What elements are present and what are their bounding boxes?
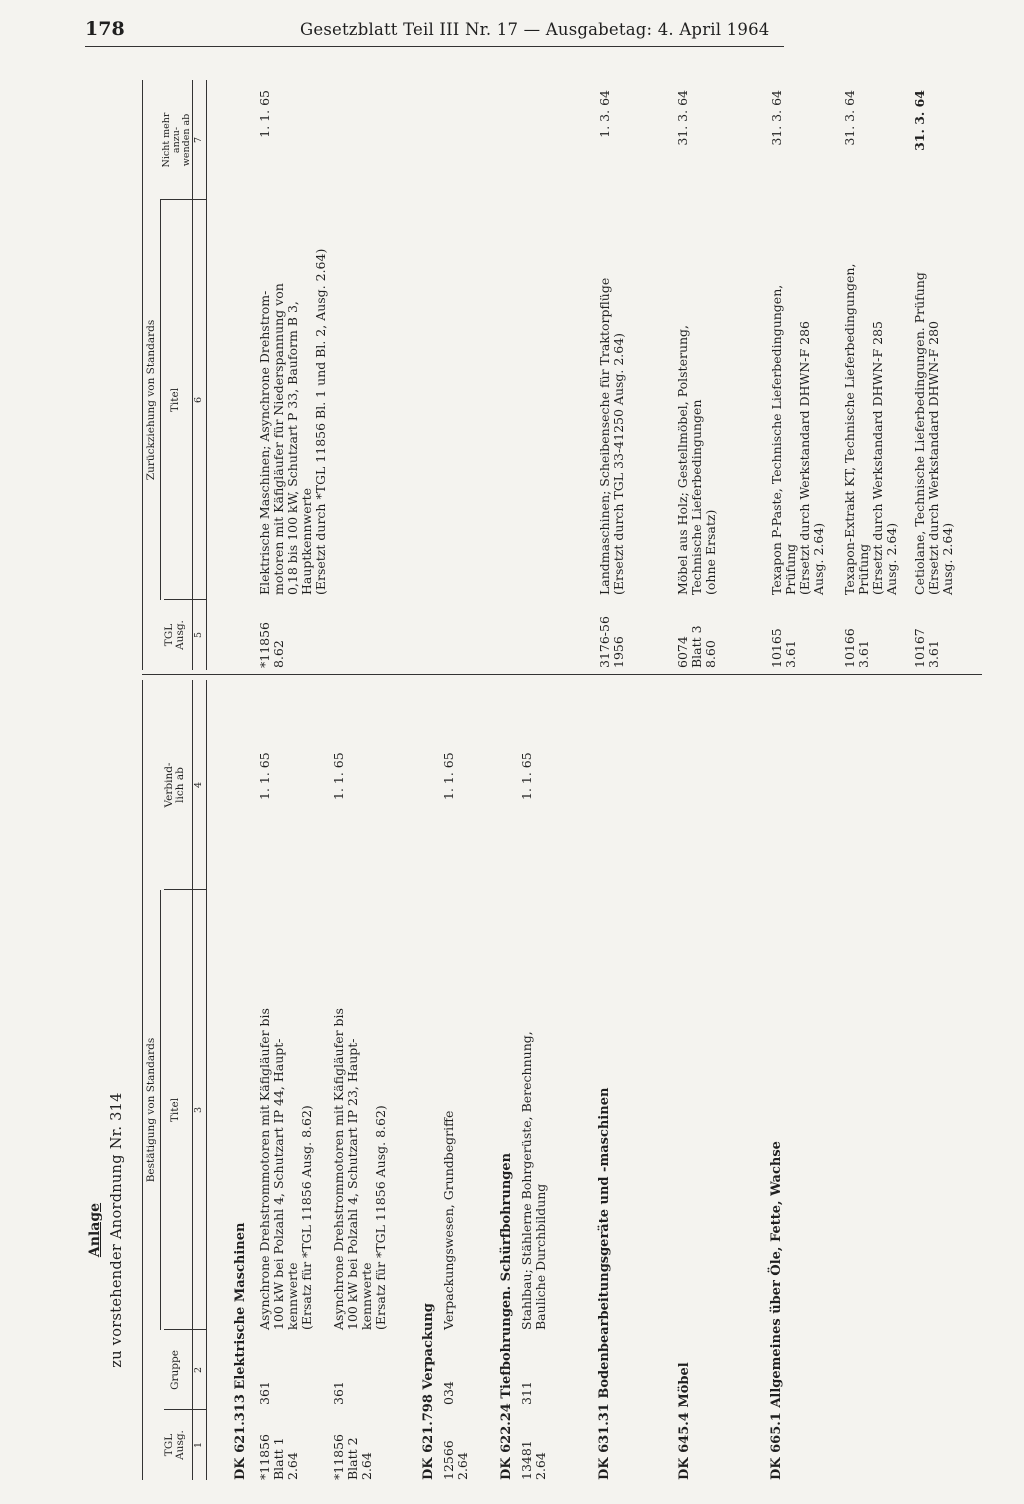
left-divider-2 [164,1329,206,1330]
titel-cell: Elektrische Maschinen; Asynchrone Drehstrom- motoren mit Käfigläufer für Niederspannung von 0,18 bis 100 kW, Schutzart P 33, Bauform B 3, Hauptkennwerte (Ersetzt durch *TGL 11856 Bl. 1 und Bl. 2, Ausg. 2.64) [257,248,328,595]
titel-cell: Texapon P-Paste, Technische Lieferbedingungen, Prüfung (Ersetzt durch Werkstandard DHWN-F 286 Ausg. 2.64) [769,284,826,595]
gruppe-cell: 311 [519,1381,534,1405]
tgl-cell: 6074 Blatt 3 8.60 [675,625,718,668]
gruppe-cell: 034 [441,1381,456,1405]
left-group-heading: Bestätigung von Standards [145,1037,157,1183]
col-header-titel: Titel [169,387,181,413]
tgl-cell: 10167 3.61 [912,628,941,668]
section-heading: DK 621.313 Elektrische Maschinen [233,1222,248,1480]
col-header-verbindlich: Verbind- lich ab [163,762,186,808]
publication-title: Gesetzblatt Teil III Nr. 17 — Ausgabetag: 4. April 1964 [300,20,770,39]
tgl-cell: *11856 Blatt 2 2.64 [331,1433,374,1480]
col-header-titel: Titel [169,1097,181,1123]
anlage-subtitle: zu vorstehender Anordnung Nr. 314 [109,1092,125,1368]
tgl-cell: 3176-56 1956 [597,616,626,668]
left-group-rule [160,890,161,1330]
right-divider-1 [164,599,206,600]
col-header-nicht-mehr: Nicht mehr anzu- wenden ab [161,112,192,168]
section-heading: DK 631.31 Bodenbearbeitungsgeräte und -maschinen [597,1087,612,1480]
right-colnum-bottom-rule [206,80,207,670]
titel-cell: Möbel aus Holz; Gestellmöbel, Polsterung, Technische Lieferbedingungen (ohne Ersatz) [675,324,718,595]
section-heading: DK 645.4 Möbel [677,1362,692,1480]
titel-cell: Landmaschinen; Scheibenseche für Traktorpflüge (Ersetzt durch TGL 33-41250 Ausg. 2.64) [597,277,626,595]
left-colnum-bottom-rule [206,680,207,1480]
col-num-6: 6 [193,396,204,404]
left-divider-1 [164,1409,206,1410]
section-heading: DK 665.1 Allgemeines über Öle, Fette, Wachse [769,1141,784,1480]
titel-cell: Texapon-Extrakt KT, Technische Lieferbedingungen, Prüfung (Ersetzt durch Werkstandard DHWN-F 285 Ausg. 2.64) [842,263,899,595]
titel-cell: Asynchrone Drehstrommotoren mit Käfigläufer bis 100 kW bei Polzahl 4, Schutzart IP 44, Haupt- kennwerte (Ersatz für *TGL 11856 Ausg. 8.62) [257,1008,314,1330]
gruppe-cell: 361 [257,1381,272,1405]
page-number: 178 [85,18,125,40]
table-separator-line [142,674,982,675]
titel-cell: Stahlbau; Stählerne Bohrgerüste, Berechnung, Bauliche Durchbildung [519,1031,548,1330]
col-num-2: 2 [193,1366,204,1374]
right-divider-2 [160,199,206,200]
right-group-rule [160,200,161,600]
tgl-cell: *11856 Blatt 1 2.64 [257,1433,300,1480]
nicht-mehr-cell: 31. 3. 64 [675,90,690,146]
nicht-mehr-cell: 31. 3. 64 [842,90,857,146]
verbindlich-cell: 1. 1. 65 [257,752,272,800]
titel-cell: Cetiolane, Technische Lieferbedingungen. Prüfung (Ersetzt durch Werkstandard DHWN-F 280 Ausg. 2.64) [912,272,955,595]
left-divider-3 [164,889,206,890]
nicht-mehr-cell: 31. 3. 64 [912,90,927,151]
tgl-cell: *11856 8.62 [257,621,286,668]
tgl-cell: 12566 2.64 [441,1440,470,1480]
verbindlich-cell: 1. 1. 65 [441,752,456,800]
tgl-cell: 10165 3.61 [769,628,798,668]
anlage-title: Anlage [87,1202,103,1258]
col-num-5: 5 [193,631,204,639]
left-colnum-top-rule [192,680,193,1480]
col-num-7: 7 [193,136,204,144]
section-heading: DK 621.798 Verpackung [421,1303,436,1480]
col-header-tgl: TGL Ausg. [163,1430,186,1460]
col-num-4: 4 [193,781,204,789]
page-header [0,14,1024,58]
col-num-3: 3 [193,1106,204,1114]
gruppe-cell: 361 [331,1381,346,1405]
titel-cell: Verpackungswesen, Grundbegriffe [441,1110,456,1330]
section-heading: DK 622.24 Tiefbohrungen. Schürfbohrungen [499,1152,514,1480]
nicht-mehr-cell: 31. 3. 64 [769,90,784,146]
verbindlich-cell: 1. 1. 65 [331,752,346,800]
header-rule [85,46,784,47]
tgl-cell: 10166 3.61 [842,628,871,668]
right-group-heading: Zurückziehung von Standards [145,319,157,481]
left-table-top-rule [142,680,143,1480]
titel-cell: Asynchrone Drehstrommotoren mit Käfigläufer bis 100 kW bei Polzahl 4, Schutzart IP 23, Haupt- kennwerte (Ersatz für *TGL 11856 Ausg. 8.62) [331,1008,388,1330]
col-header-gruppe: Gruppe [169,1350,181,1390]
col-num-1: 1 [193,1441,204,1449]
right-table-top-rule [142,80,143,670]
nicht-mehr-cell: 1. 1. 65 [257,90,272,138]
tgl-cell: 13481 2.64 [519,1440,548,1480]
verbindlich-cell: 1. 1. 65 [519,752,534,800]
right-colnum-top-rule [192,80,193,670]
nicht-mehr-cell: 1. 3. 64 [597,90,612,138]
col-header-tgl: TGL Ausg. [163,620,186,650]
rotated-table-page [80,80,960,1480]
